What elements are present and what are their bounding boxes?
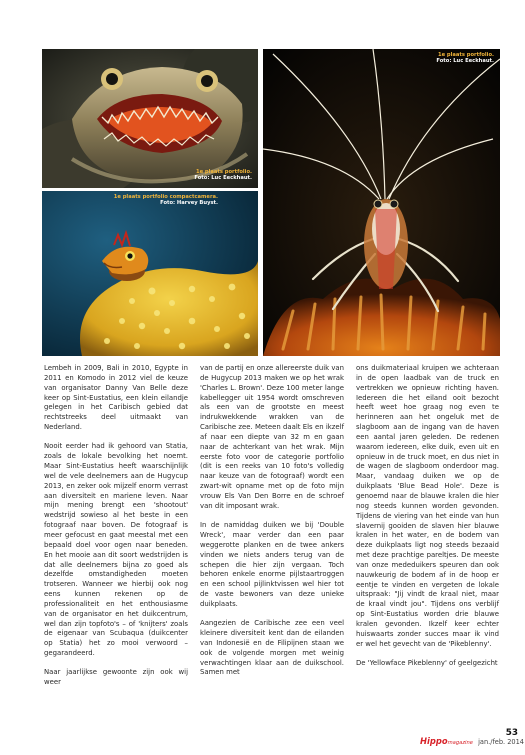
caption-award: 1e plaats portfolio compactcamera. <box>113 194 218 200</box>
text-column-1 <box>44 364 188 698</box>
magazine-brand-suffix: magazine <box>447 740 473 746</box>
shrimp-illustration <box>263 49 500 356</box>
photo-caption <box>68 194 218 207</box>
paragraph: van de partij en onze allereerste duik van de Hugycup 2013 maken we op het wrak 'Charles L. Brown'. Deze 100 meter lange kabellegger uit 1954 wordt omschreven als een van de grootste en meest indrukwekkende wrakken van de Caribische zee. Meteen daalt Els en ikzelf af naar een diepte van 32 m en gaan naar de achterkant van het wrak. Mijn eerste foto voor de categorie portfolio (dit is een reeks van 10 foto's volledig naar keuze van de fotograaf) wordt een zwart-wit opname met op de foto mijn vrouw Els Van Den Borre en de schroef van dit imposant wrak. <box>200 364 344 510</box>
photo-caption <box>384 52 494 65</box>
paragraph: Aangezien de Caribische zee een veel kleinere diversiteit kent dan de eilanden van Indonesië en de Filipijnen staan we ook de volgende morgen met weinig verwachtingen klaar aan de duikschool. Samen met <box>200 619 344 677</box>
paragraph: In de namiddag duiken we bij 'Double Wreck', maar verder dan een paar weggerotte planken en de twee ankers vinden we niets anders terug van de schepen die hier zijn vergaan. Toch behoren enkele enorme pijlstaartroggen en een school pijlinktvissen wel hier tot de vaste bewoners van deze unieke duikplaats. <box>200 521 344 608</box>
paragraph: Lembeh in 2009, Bali in 2010, Egypte in 2011 en Komodo in 2012 viel de keuze van organisator Danny Van Belle deze keer op Sint-Eustatius, een klein eilandje gelegen in het Caribisch gebied dat rechtstreeks deel uitmaakt van Nederland. <box>44 364 188 432</box>
blenny-photo <box>42 191 258 356</box>
blenny-illustration <box>42 191 258 356</box>
paragraph: Nooit eerder had ik gehoord van Statia, zoals de lokale bevolking het noemt. Maar Sint-Eustatius heeft waarschijnlijk wel de vele deelnemers aan de Hugycup 2013, en zeker ook mijzelf enorm verrast aan diversiteit en mariene leven. Naar mijn mening brengt een 'shootout' wedstrijd sowieso al het beste in een fotograaf naar boven. De fotograaf is meer gefocust en gaat meestal met een bepaald doel voor ogen naar beneden. En het mooie aan dit soort wedstrijden is dat alle deelnemers bijna zo goed als dezelfde omstandigheden moeten trotseren. Wanneer we hierbij ook nog eens kunnen rekenen op de professionaliteit en het enthousiasme van de organisator en het duikcentrum, wel dan zijn topfoto's – of 'knijters' zoals de eigenaar van Scubaqua (duikcenter op Statia) het zo mooi verwoord – gegarandeerd. <box>44 442 188 658</box>
paragraph: ons duikmateriaal kruipen we achteraan in de open laadbak van de truck en vertrekken we opnieuw richting haven. Iedereen die het eiland ooit bezocht heeft weet hoe graag nog even te herinneren aan het ongeluk met de slagboom aan de ingang van de haven een aantal jaren geleden. De redenen waarom iedereen, elke duik, even uit en opnieuw in de truck moet, en dus niet in de wagen de slagboom onderdoor mag. Maar, vandaag duiken we op de duikplaats 'Blue Bead Hole'. Deze is genoemd naar de blauwe kralen die hier nog steeds kunnen worden gevonden. Tijdens de viering van het einde van hun slavernij gooiden de slaven hier blauwe kralen in het water, en de bodem van deze duikplaats ligt nog steeds bezaaid met deze prachtige pareltjes. De meeste van onze mededuikers speuren dan ook nauwkeurig de bodem af in de hoop er eentje te vinden en vergeten de lokale uitspraak: "Jij vindt de kraal niet, maar de kraal vindt jou". Tijdens ons verblijf op Sint-Eustatius worden drie blauwe kralen gevonden. Ikzelf keer echter huiswaarts zonder succes maar ik vind er wel het gevecht van de 'Pikeblenny'. <box>356 364 499 648</box>
issue-date: jan./feb. 2014 <box>478 738 524 746</box>
page-number: 53 <box>505 728 518 738</box>
text-column-3 <box>356 364 499 678</box>
caption-credit: Foto: Harvey Buyst. <box>160 200 218 207</box>
caption-credit: Foto: Luc Eeckhaut. <box>436 58 494 65</box>
caption-credit: Foto: Luc Eeckhaut. <box>194 175 252 182</box>
shrimp-photo <box>263 49 500 356</box>
text-column-2 <box>200 364 344 688</box>
lizardfish-illustration <box>42 49 258 188</box>
caption-award: 1e plaats portfolio. <box>437 52 494 58</box>
paragraph: Naar jaarlijkse gewoonte zijn ook wij weer <box>44 668 188 687</box>
caption-award: 1e plaats portfolio. <box>195 169 252 175</box>
magazine-brand: Hippo <box>420 736 448 746</box>
photo-caption <box>132 169 252 182</box>
paragraph: De 'Yellowface Pikeblenny' of geelgezicht <box>356 658 498 667</box>
page-footer <box>420 728 524 746</box>
lizardfish-photo <box>42 49 258 188</box>
